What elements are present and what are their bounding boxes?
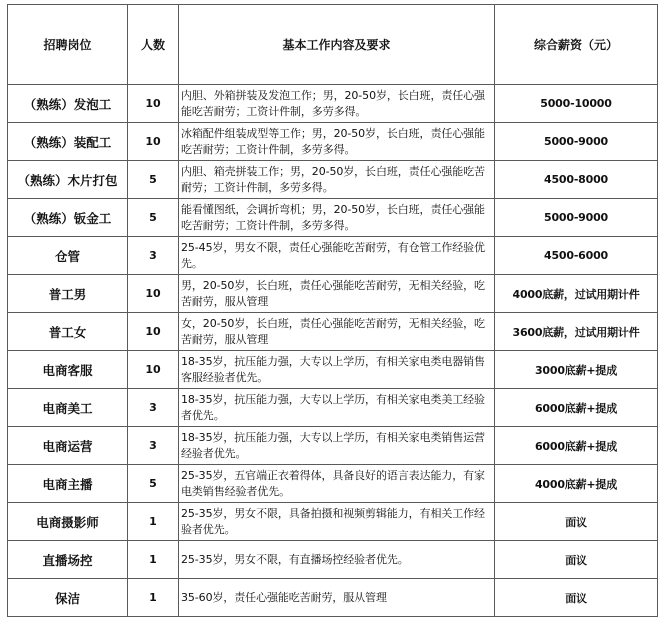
count-cell: 5 (128, 161, 179, 199)
salary-cell: 4000底薪+提成 (495, 465, 658, 503)
position-cell: 直播场控 (8, 541, 128, 579)
table-row (8, 313, 658, 351)
count-cell: 5 (128, 465, 179, 503)
description-cell: 18-35岁，抗压能力强，大专以上学历，有相关家电类电器销售客服经验者优先。 (179, 351, 495, 389)
salary-cell: 3600底薪，过试用期计件 (495, 313, 658, 351)
position-cell: 电商客服 (8, 351, 128, 389)
description-cell: 冰箱配件组装成型等工作；男，20-50岁，长白班，责任心强能吃苦耐劳；工资计件制，多劳多得。 (179, 123, 495, 161)
description-cell: 18-35岁，抗压能力强，大专以上学历，有相关家电类美工经验者优先。 (179, 389, 495, 427)
description-cell: 25-35岁，五官端正衣着得体，具备良好的语言表达能力，有家电类销售经验者优先。 (179, 465, 495, 503)
description-cell: 能看懂图纸，会调折弯机；男，20-50岁，长白班，责任心强能吃苦耐劳；工资计件制，多劳多得。 (179, 199, 495, 237)
table-row (8, 465, 658, 503)
table-row (8, 579, 658, 617)
position-cell: 仓管 (8, 237, 128, 275)
recruitment-table (7, 4, 658, 617)
count-cell: 10 (128, 275, 179, 313)
table-row (8, 199, 658, 237)
description-cell: 25-35岁，男女不限，具备拍摄和视频剪辑能力，有相关工作经验者优先。 (179, 503, 495, 541)
position-cell: 普工男 (8, 275, 128, 313)
count-cell: 10 (128, 123, 179, 161)
count-cell: 3 (128, 427, 179, 465)
position-cell: （熟练）装配工 (8, 123, 128, 161)
description-cell: 25-45岁，男女不限，责任心强能吃苦耐劳，有仓管工作经验优先。 (179, 237, 495, 275)
table-row (8, 541, 658, 579)
position-cell: 电商美工 (8, 389, 128, 427)
salary-cell: 5000-10000 (495, 85, 658, 123)
position-cell: 电商运营 (8, 427, 128, 465)
salary-cell: 5000-9000 (495, 199, 658, 237)
salary-cell: 面议 (495, 579, 658, 617)
position-cell: 电商主播 (8, 465, 128, 503)
salary-cell: 面议 (495, 541, 658, 579)
count-cell: 1 (128, 503, 179, 541)
count-cell: 10 (128, 313, 179, 351)
count-cell: 3 (128, 237, 179, 275)
header-salary: 综合薪资（元） (495, 5, 658, 85)
description-cell: 35-60岁，责任心强能吃苦耐劳，服从管理 (179, 579, 495, 617)
salary-cell: 6000底薪+提成 (495, 389, 658, 427)
description-cell: 内胆、外箱拼装及发泡工作；男，20-50岁，长白班，责任心强能吃苦耐劳；工资计件制，多劳多得。 (179, 85, 495, 123)
salary-cell: 4500-8000 (495, 161, 658, 199)
count-cell: 1 (128, 579, 179, 617)
count-cell: 10 (128, 85, 179, 123)
table-row (8, 161, 658, 199)
table-row (8, 275, 658, 313)
table-row (8, 85, 658, 123)
position-cell: 电商摄影师 (8, 503, 128, 541)
position-cell: 保洁 (8, 579, 128, 617)
table-row (8, 427, 658, 465)
description-cell: 男，20-50岁，长白班，责任心强能吃苦耐劳，无相关经验，吃苦耐劳，服从管理 (179, 275, 495, 313)
count-cell: 1 (128, 541, 179, 579)
count-cell: 3 (128, 389, 179, 427)
header-description: 基本工作内容及要求 (179, 5, 495, 85)
table-row (8, 123, 658, 161)
table-row (8, 237, 658, 275)
position-cell: （熟练）木片打包 (8, 161, 128, 199)
header-position: 招聘岗位 (8, 5, 128, 85)
salary-cell: 6000底薪+提成 (495, 427, 658, 465)
position-cell: 普工女 (8, 313, 128, 351)
salary-cell: 4000底薪，过试用期计件 (495, 275, 658, 313)
count-cell: 5 (128, 199, 179, 237)
table-header-row (8, 5, 658, 85)
position-cell: （熟练）发泡工 (8, 85, 128, 123)
table-row (8, 351, 658, 389)
count-cell: 10 (128, 351, 179, 389)
description-cell: 女，20-50岁，长白班，责任心强能吃苦耐劳，无相关经验，吃苦耐劳，服从管理 (179, 313, 495, 351)
description-cell: 18-35岁，抗压能力强，大专以上学历，有相关家电类销售运营经验者优先。 (179, 427, 495, 465)
table-row (8, 389, 658, 427)
table-row (8, 503, 658, 541)
salary-cell: 3000底薪+提成 (495, 351, 658, 389)
salary-cell: 5000-9000 (495, 123, 658, 161)
description-cell: 25-35岁，男女不限，有直播场控经验者优先。 (179, 541, 495, 579)
salary-cell: 面议 (495, 503, 658, 541)
position-cell: （熟练）钣金工 (8, 199, 128, 237)
header-count: 人数 (128, 5, 179, 85)
salary-cell: 4500-6000 (495, 237, 658, 275)
description-cell: 内胆、箱壳拼装工作；男，20-50岁，长白班，责任心强能吃苦耐劳；工资计件制，多劳多得。 (179, 161, 495, 199)
